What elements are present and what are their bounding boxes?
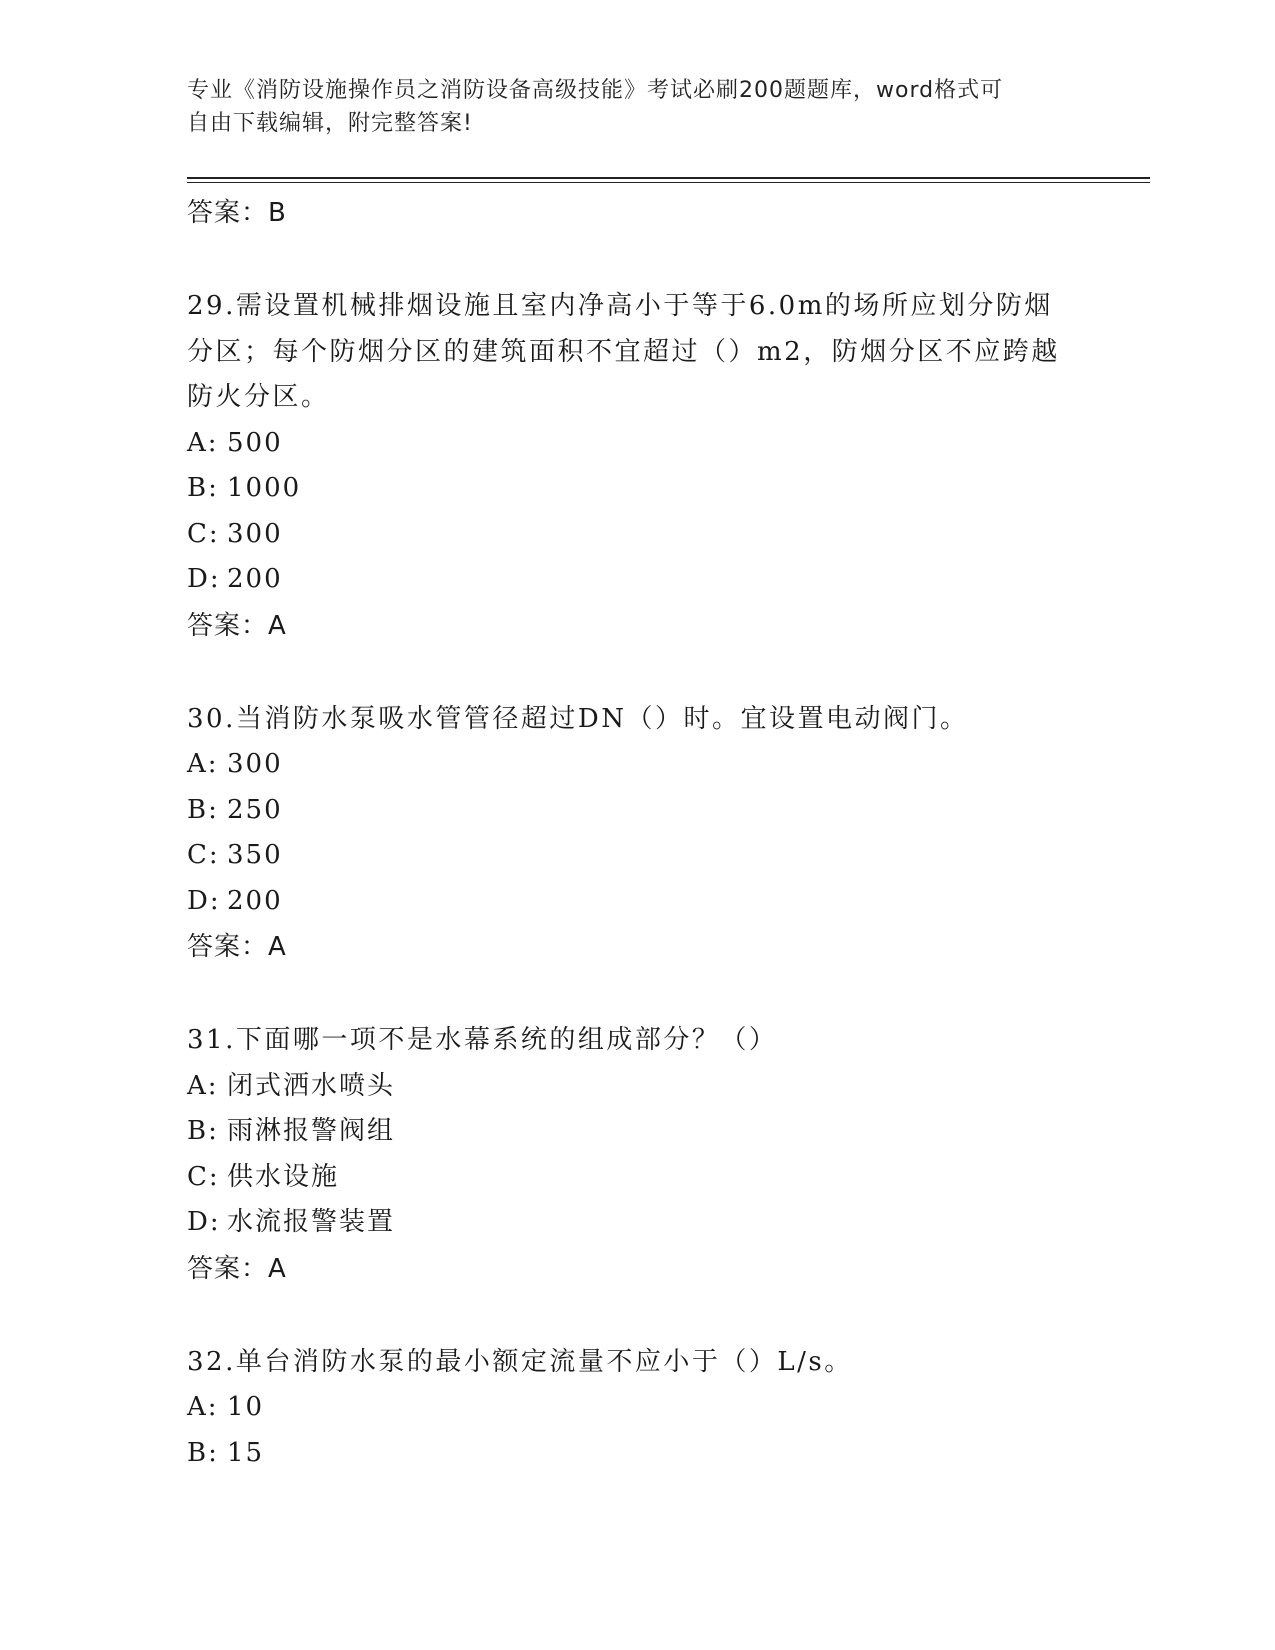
spacer: [187, 236, 1087, 284]
header-line-1: 专业《消防设施操作员之消防设备高级技能》考试必刷200题题库，word格式可: [187, 78, 1004, 103]
option-text: 水流报警装置: [227, 1207, 396, 1237]
option-text: 250: [227, 794, 283, 825]
option-text: 雨淋报警阀组: [227, 1116, 396, 1146]
option-a: [187, 421, 1087, 467]
option-key: C:: [187, 840, 220, 870]
option-d: [187, 557, 1087, 603]
option-text: 300: [227, 518, 283, 549]
question-line: 30.当消防水泵吸水管管径超过DN（）时。宜设置电动阀门。: [187, 703, 969, 734]
option-b: [187, 788, 1087, 834]
option-a: [187, 1064, 1087, 1110]
option-d: [187, 879, 1087, 925]
header-divider-thick: [187, 177, 1150, 179]
option-key: D:: [187, 885, 221, 916]
option-text: 200: [227, 885, 283, 916]
question-line: 31.下面哪一项不是水幕系统的组成部分？（）: [187, 1025, 778, 1055]
option-c: [187, 833, 1087, 879]
option-text: 15: [227, 1437, 265, 1468]
option-b: [187, 466, 1087, 512]
document-header: [187, 74, 1067, 140]
answer-line: 答案：A: [187, 610, 287, 641]
option-text: 闭式洒水喷头: [227, 1070, 396, 1101]
option-text: 200: [227, 564, 283, 594]
option-text: 供水设施: [227, 1161, 340, 1192]
option-c: [187, 512, 1087, 558]
option-b: [187, 1109, 1087, 1155]
option-a: [187, 1385, 1087, 1431]
option-text: 500: [227, 427, 283, 458]
option-key: B:: [187, 1116, 219, 1146]
question-block: [187, 1340, 1087, 1477]
option-d: [187, 1200, 1087, 1246]
option-key: B:: [187, 794, 219, 825]
option-text: 350: [227, 840, 283, 870]
option-key: B:: [187, 1437, 219, 1468]
option-a: [187, 742, 1087, 788]
question-line: 29.需设置机械排烟设施且室内净高小于等于6.0m的场所应划分防烟: [187, 291, 1053, 321]
answer-line: 答案：A: [187, 932, 287, 962]
header-line-2: 自由下载编辑，附完整答案!: [187, 111, 473, 136]
option-key: A:: [187, 1392, 219, 1422]
answer-line: 答案：A: [187, 1253, 287, 1284]
option-text: 10: [227, 1392, 265, 1422]
question-line: 防火分区。: [187, 382, 330, 412]
answer-line: 答案：B: [187, 198, 287, 228]
question-block: [187, 1018, 1087, 1292]
spacer: [187, 649, 1087, 697]
question-block: [187, 284, 1087, 649]
option-key: B:: [187, 473, 219, 503]
option-key: A:: [187, 749, 219, 779]
option-b: [187, 1431, 1087, 1477]
option-text: 1000: [227, 473, 302, 503]
option-key: A:: [187, 427, 219, 458]
question-list: [187, 190, 1087, 1476]
spacer: [187, 1292, 1087, 1340]
option-key: C:: [187, 1161, 220, 1192]
header-divider-thin: [187, 182, 1150, 183]
question-line: 32.单台消防水泵的最小额定流量不应小于（）L/s。: [187, 1346, 853, 1377]
option-key: D:: [187, 564, 221, 594]
spacer: [187, 970, 1087, 1018]
question-block: [187, 697, 1087, 971]
option-c: [187, 1155, 1087, 1201]
option-key: D:: [187, 1207, 221, 1237]
option-text: 300: [227, 749, 283, 779]
question-line: 分区；每个防烟分区的建筑面积不宜超过（）m2，防烟分区不应跨越: [187, 336, 1060, 367]
option-key: C:: [187, 518, 220, 549]
option-key: A:: [187, 1070, 219, 1101]
